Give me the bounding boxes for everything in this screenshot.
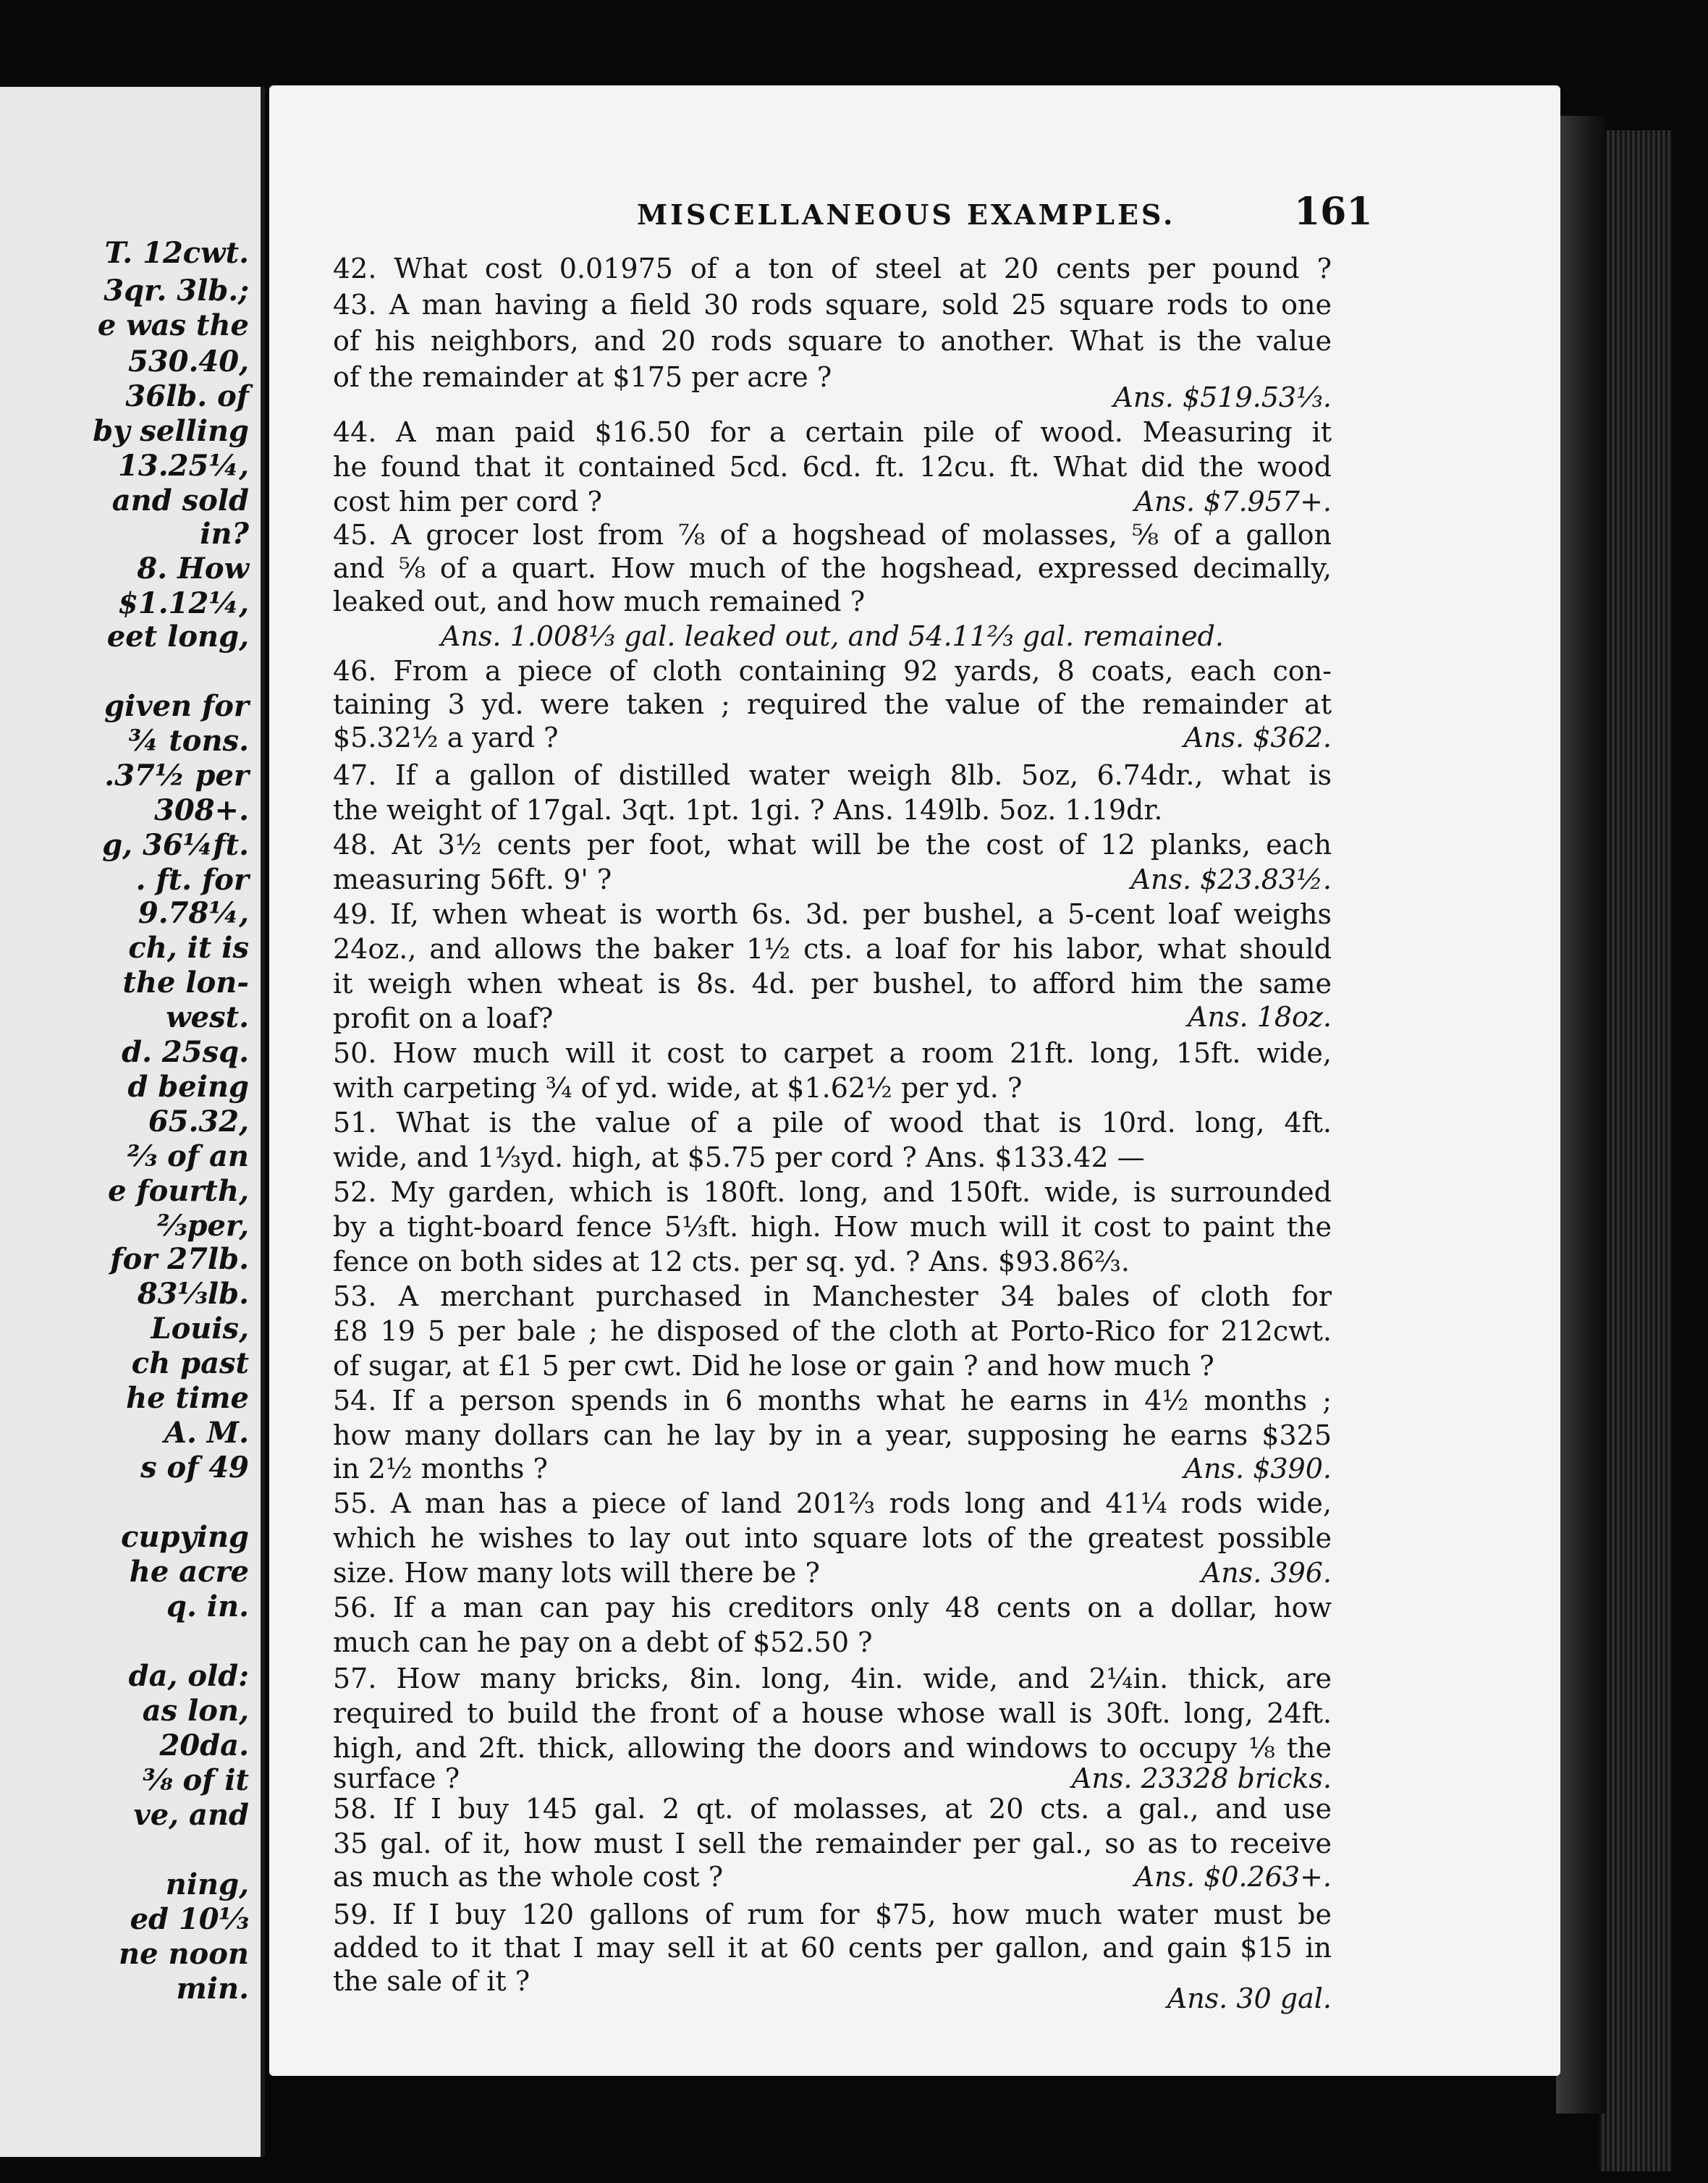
left-text-line: ning,: [165, 1867, 249, 1901]
text-line: profit on a loaf?: [333, 1002, 554, 1034]
left-text-line: .37½ per: [104, 759, 249, 793]
left-text-line: ⅔ of an: [127, 1139, 249, 1173]
text-line: how many dollars can he lay by in a year, supposing he earns $325: [333, 1419, 1332, 1451]
left-text-line: by selling: [93, 414, 249, 448]
left-text-line: in?: [200, 517, 249, 551]
text-line: as much as the whole cost ?: [333, 1861, 724, 1893]
text-line: 50. How much will it cost to carpet a room 21ft. long, 15ft. wide,: [333, 1037, 1332, 1069]
text-line: 49. If, when wheat is worth 6s. 3d. per bushel, a 5-cent loaf weighs: [333, 898, 1332, 930]
text-line: 35 gal. of it, how must I sell the remainder per gal., so as to receive: [333, 1828, 1332, 1859]
text-line: 52. My garden, which is 180ft. long, and 150ft. wide, is surrounded: [333, 1176, 1332, 1208]
text-line: he found that it contained 5cd. 6cd. ft. 12cu. ft. What did the wood: [333, 451, 1332, 483]
answer-line: Ans. $23.83½.: [1130, 864, 1332, 895]
left-text-line: 308+.: [154, 793, 249, 827]
running-header: MISCELLANEOUS EXAMPLES.: [637, 198, 1176, 231]
text-line: 59. If I buy 120 gallons of rum for $75, how much water must be: [333, 1899, 1332, 1930]
text-line: added to it that I may sell it at 60 cents per gallon, and gain $15 in: [333, 1932, 1332, 1964]
page-edge: [1599, 130, 1672, 2171]
text-line: of the remainder at $175 per acre ?: [333, 361, 832, 393]
left-text-line: west.: [166, 1000, 249, 1034]
answer-line: Ans. $390.: [1183, 1453, 1332, 1485]
answer-line: Ans. 396.: [1201, 1557, 1332, 1589]
answer-line: Ans. $0.263+.: [1134, 1861, 1332, 1893]
text-line: by a tight-board fence 5⅓ft. high. How much will it cost to paint the: [333, 1211, 1332, 1243]
text-line: 54. If a person spends in 6 months what he earns in 4½ months ;: [333, 1385, 1332, 1416]
answer-line: Ans. 1.008⅓ gal. leaked out, and 54.11⅔ gal. remained.: [441, 620, 1224, 652]
left-text-line: he acre: [129, 1555, 249, 1589]
left-text-line: g, 36¼ft.: [102, 828, 249, 862]
left-text-line: cupying: [121, 1520, 249, 1554]
answer-line: Ans. $362.: [1183, 722, 1332, 753]
left-text-line: $1.12¼,: [118, 586, 249, 620]
text-line: which he wishes to lay out into square lots of the greatest possible: [333, 1522, 1332, 1554]
left-text-line: . ft. for: [135, 863, 249, 897]
page-number: 161: [1294, 190, 1373, 234]
text-line: cost him per cord ?: [333, 486, 602, 518]
left-text-line: ⅔per,: [157, 1209, 249, 1243]
left-text-line: T. 12cwt.: [104, 236, 249, 270]
text-line: 42. What cost 0.01975 of a ton of steel at 20 cents per pound ?: [333, 253, 1332, 284]
left-text-line: 20da.: [159, 1728, 249, 1762]
left-text-line: ⅜ of it: [143, 1763, 249, 1797]
text-line: 57. How many bricks, 8in. long, 4in. wide, and 2¼in. thick, are: [333, 1663, 1332, 1694]
text-line: with carpeting ¾ of yd. wide, at $1.62½ per yd. ?: [333, 1072, 1023, 1104]
text-line: 55. A man has a piece of land 201⅔ rods long and 41¼ rods wide,: [333, 1487, 1332, 1519]
left-text-line: 8. How: [137, 552, 249, 586]
text-line: much can he pay on a debt of $52.50 ?: [333, 1626, 873, 1658]
answer-line: Ans. $519.53⅓.: [1113, 381, 1332, 413]
left-text-line: and sold: [111, 484, 249, 518]
left-text-line: 83⅓lb.: [137, 1277, 249, 1311]
left-text-line: given for: [104, 689, 249, 723]
answer-line: Ans. 23328 bricks.: [1071, 1762, 1332, 1794]
text-line: taining 3 yd. were taken ; required the value of the remainder at: [333, 688, 1332, 720]
text-line: 47. If a gallon of distilled water weigh 8lb. 5oz, 6.74dr., what is: [333, 759, 1332, 791]
left-text-line: s of 49: [140, 1451, 249, 1485]
text-line: £8 19 5 per bale ; he disposed of the cloth at Porto-Rico for 212cwt.: [333, 1315, 1332, 1347]
left-text-line: as lon,: [142, 1694, 249, 1728]
left-text-line: q. in.: [166, 1589, 249, 1623]
text-line: fence on both sides at 12 cts. per sq. yd. ? Ans. $93.86⅔.: [333, 1246, 1130, 1278]
page-shadow: [1556, 116, 1607, 2114]
text-line: 24oz., and allows the baker 1½ cts. a loaf for his labor, what should: [333, 933, 1332, 965]
text-line: 58. If I buy 145 gal. 2 qt. of molasses, at 20 cts. a gal., and use: [333, 1793, 1332, 1825]
answer-line: Ans. 18oz.: [1188, 1001, 1332, 1033]
left-text-line: 36lb. of: [125, 379, 249, 413]
left-text-line: 65.32,: [148, 1105, 249, 1139]
text-line: 48. At 3½ cents per foot, what will be the cost of 12 planks, each: [333, 829, 1332, 861]
left-text-line: da, old:: [128, 1659, 249, 1693]
left-text-line: d being: [127, 1070, 249, 1104]
text-line: high, and 2ft. thick, allowing the doors and windows to occupy ⅛ the: [333, 1732, 1332, 1764]
text-line: 53. A merchant purchased in Manchester 34 bales of cloth for: [333, 1280, 1332, 1312]
text-line: 46. From a piece of cloth containing 92 yards, 8 coats, each con-: [333, 655, 1332, 687]
left-text-line: he time: [126, 1381, 249, 1415]
left-text-line: 3qr. 3lb.;: [103, 274, 249, 308]
text-line: 43. A man having a field 30 rods square, sold 25 square rods to one: [333, 289, 1332, 321]
text-line: in 2½ months ?: [333, 1453, 548, 1485]
text-line: leaked out, and how much remained ?: [333, 586, 866, 617]
text-line: required to build the front of a house whose wall is 30ft. long, 24ft.: [333, 1697, 1332, 1729]
text-line: 51. What is the value of a pile of wood that is 10rd. long, 4ft.: [333, 1107, 1332, 1139]
answer-line: Ans. 30 gal.: [1167, 1983, 1332, 2014]
text-line: the sale of it ?: [333, 1965, 530, 1997]
text-line: it weigh when wheat is 8s. 4d. per bushel, to afford him the same: [333, 968, 1332, 1000]
left-page: [0, 87, 265, 2157]
text-line: the weight of 17gal. 3qt. 1pt. 1gi. ? Ans. 149lb. 5oz. 1.19dr.: [333, 794, 1163, 826]
left-text-line: A. M.: [164, 1416, 249, 1450]
answer-line: Ans. $7.957+.: [1134, 486, 1332, 518]
text-line: wide, and 1⅓yd. high, at $5.75 per cord ? Ans. $133.42 —: [333, 1141, 1145, 1173]
left-text-line: Louis,: [151, 1312, 249, 1346]
text-line: $5.32½ a yard ?: [333, 722, 559, 753]
text-line: surface ?: [333, 1762, 460, 1794]
left-text-line: 9.78¼,: [138, 896, 249, 930]
text-line: 44. A man paid $16.50 for a certain pile of wood. Measuring it: [333, 416, 1332, 448]
left-text-line: e fourth,: [108, 1174, 249, 1208]
left-text-line: the lon-: [122, 966, 249, 1000]
text-line: 45. A grocer lost from ⅞ of a hogshead of molasses, ⅝ of a gallon: [333, 519, 1332, 551]
left-text-line: ch past: [131, 1346, 249, 1380]
text-line: and ⅝ of a quart. How much of the hogshead, expressed decimally,: [333, 552, 1332, 584]
text-line: of sugar, at £1 5 per cwt. Did he lose or gain ? and how much ?: [333, 1350, 1214, 1382]
left-text-line: eet long,: [106, 620, 249, 654]
left-text-line: for 27lb.: [110, 1242, 249, 1276]
text-line: 56. If a man can pay his creditors only 48 cents on a dollar, how: [333, 1592, 1332, 1623]
left-text-line: e was the: [97, 308, 249, 342]
left-text-line: ne noon: [119, 1937, 249, 1971]
text-line: measuring 56ft. 9' ?: [333, 864, 612, 895]
left-text-line: 530.40,: [127, 345, 249, 379]
left-text-line: ve, and: [133, 1798, 249, 1832]
left-text-line: ed 10⅓: [130, 1902, 249, 1936]
left-text-line: d. 25sq.: [122, 1035, 249, 1069]
left-text-line: 13.25¼,: [118, 449, 249, 483]
text-line: size. How many lots will there be ?: [333, 1557, 820, 1589]
left-text-line: ¾ tons.: [128, 724, 249, 758]
text-line: of his neighbors, and 20 rods square to another. What is the value: [333, 325, 1332, 357]
left-text-line: ch, it is: [128, 931, 249, 965]
left-text-line: min.: [176, 1972, 249, 2006]
